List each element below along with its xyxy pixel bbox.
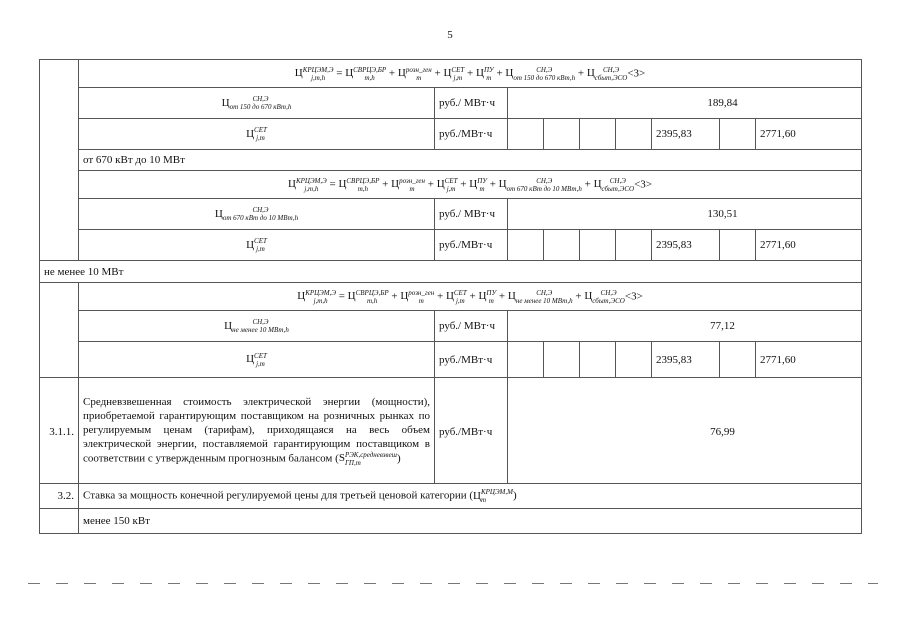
table-row: [40, 484, 862, 509]
empty-cell: [720, 230, 756, 261]
description-cell: [79, 484, 862, 509]
formula-term: Ц ПУ m: [469, 176, 487, 193]
value-cell: 189,84: [508, 88, 862, 119]
symbol-inline: [473, 490, 513, 502]
page-cut-line: [28, 583, 878, 585]
operator: +: [486, 178, 499, 191]
formula-term: Ц розн_ген m: [400, 288, 435, 305]
symbol-cell: [79, 342, 435, 378]
formula-term: Ц розн_ген m: [391, 176, 425, 193]
math-symbol: Ц КРЦЭМ,М m: [473, 488, 513, 504]
description-text: Средневзвешенная стоимость электрической энергии (мощности), приобретаемой гарантирующим поставщиком на розничных рынках по регулируемым ценам (тарифам), приходящаяся на весь объем электрической энергии, поставляемой гарантирующим поставщиком в соответствии с утвержденным прогнозным балансом (: [83, 395, 430, 465]
formula-lhs: Ц КРЦЭМ,Э j,m,h: [294, 65, 334, 82]
operator: +: [464, 67, 476, 80]
value-cell: 2395,83: [652, 119, 720, 150]
section-row: [40, 261, 862, 283]
value-cell: 2395,83: [652, 230, 720, 261]
operator: =: [326, 178, 339, 191]
value-cell: 77,12: [508, 311, 862, 342]
table-row: [40, 230, 862, 261]
table-row: [40, 88, 862, 119]
math-symbol: S РЭК,средневзвеш ГП,m: [338, 450, 397, 467]
formula-term: Ц СЕТ j,m: [443, 65, 465, 82]
symbol-cell: [79, 119, 435, 150]
description-text: Ставка за мощность конечной регулируемой цены для третьей ценовой категории (: [83, 489, 474, 502]
formula-term: Ц ПУ m: [478, 288, 497, 305]
formula-row-2: [40, 171, 862, 199]
section-label: не менее 10 МВт: [40, 261, 862, 283]
footnote-ref: <3>: [634, 178, 653, 191]
formula-2: [79, 171, 862, 199]
empty-cell: [508, 119, 544, 150]
number-cell-empty: [40, 509, 79, 534]
empty-cell: [544, 230, 580, 261]
operator: +: [496, 290, 508, 303]
close-paren: ): [512, 489, 517, 502]
table-row: [40, 342, 862, 378]
section-row: [40, 150, 862, 171]
formula-term: Ц СН,Э от 670 кВт до 10 МВт,h: [498, 176, 582, 193]
formula-row-3: [40, 283, 862, 311]
empty-cell: [616, 230, 652, 261]
footnote-ref: <3>: [624, 290, 643, 303]
footnote-ref: <3>: [627, 67, 646, 80]
unit-cell: руб./ МВт·ч: [435, 199, 508, 230]
operator: +: [425, 178, 437, 191]
formula-term: Ц СН,Э от 150 до 670 кВт,h: [505, 65, 576, 82]
unit-cell: руб./МВт·ч: [435, 378, 508, 484]
tariff-table: [39, 59, 862, 534]
empty-cell: [580, 119, 616, 150]
page-number: 5: [447, 29, 453, 41]
symbol-cell: [79, 311, 435, 342]
empty-cell: [580, 342, 616, 378]
value-cell: 130,51: [508, 199, 862, 230]
empty-cell: [720, 342, 756, 378]
formula-term: Ц СН,Э не менее 10 МВт,h: [507, 288, 573, 305]
formula-term: Ц СН,Э сбыт,ЭСО: [593, 176, 635, 193]
math-symbol: Ц СЕТ j,m: [246, 351, 267, 368]
formula-term: Ц СЕТ j,m: [436, 176, 458, 193]
formula-1: [79, 60, 862, 88]
symbol-cell: [79, 88, 435, 119]
empty-cell: [616, 119, 652, 150]
operator: +: [379, 178, 392, 191]
math-symbol: Ц СН,Э от 670 кВт до 10 МВт,h: [214, 206, 299, 222]
formula-term: Ц СН,Э сбыт,ЭСО: [584, 288, 625, 305]
formula-term: Ц СВРЦЭ,БР m,h: [345, 65, 387, 82]
operator: +: [493, 67, 506, 80]
symbol-inline: [338, 450, 397, 467]
math-symbol: Ц СН,Э не менее 10 МВт,h: [224, 318, 289, 334]
math-symbol: Ц СН,Э от 150 до 670 кВт,h: [221, 95, 292, 111]
math-symbol: Ц СЕТ j,m: [246, 126, 267, 142]
section-row: [40, 509, 862, 534]
formula-term: Ц ПУ m: [475, 65, 494, 82]
operator: =: [335, 290, 348, 303]
value-cell: 76,99: [508, 378, 862, 484]
operator: +: [388, 290, 401, 303]
empty-cell: [508, 342, 544, 378]
operator: +: [581, 178, 594, 191]
formula-term: Ц СВРЦЭ,БР m,h: [347, 288, 389, 305]
empty-cell: [720, 119, 756, 150]
operator: +: [386, 67, 398, 80]
operator: +: [575, 67, 587, 80]
operator: +: [434, 290, 446, 303]
value-cell: 2771,60: [756, 342, 862, 378]
row-number: 3.2.: [40, 484, 79, 509]
operator: +: [431, 67, 444, 80]
operator: +: [457, 178, 470, 191]
section-label: менее 150 кВт: [79, 509, 862, 534]
table-row: [40, 199, 862, 230]
operator: +: [466, 290, 479, 303]
formula-term: Ц СН,Э сбыт,ЭСО: [586, 65, 628, 82]
empty-cell: [544, 342, 580, 378]
number-cell-empty: [40, 60, 79, 261]
operator: =: [333, 67, 346, 80]
value-cell: 2395,83: [652, 342, 720, 378]
formula-term: Ц СВРЦЭ,БР m,h: [338, 176, 380, 193]
number-cell-empty: [40, 283, 79, 378]
table-row: [40, 311, 862, 342]
empty-cell: [508, 230, 544, 261]
description-cell: [79, 378, 435, 484]
table-row: [40, 378, 862, 484]
unit-cell: руб./МВт·ч: [435, 342, 508, 378]
empty-cell: [580, 230, 616, 261]
formula-term: Ц розн_ген m: [397, 65, 432, 82]
unit-cell: руб./МВт·ч: [435, 119, 508, 150]
empty-cell: [544, 119, 580, 150]
unit-cell: руб./ МВт·ч: [435, 88, 508, 119]
close-paren: ): [396, 452, 401, 465]
math-symbol: Ц СЕТ j,m: [246, 237, 267, 253]
symbol-cell: [79, 199, 435, 230]
unit-cell: руб./ МВт·ч: [435, 311, 508, 342]
formula-term: Ц СЕТ j,m: [445, 288, 467, 305]
formula-row-1: [40, 60, 862, 88]
operator: +: [572, 290, 585, 303]
section-label: от 670 кВт до 10 МВт: [79, 150, 862, 171]
row-number: 3.1.1.: [40, 378, 79, 484]
symbol-cell: [79, 230, 435, 261]
unit-cell: руб./МВт·ч: [435, 230, 508, 261]
formula-lhs: Ц КРЦЭМ,Э j,m,h: [297, 288, 336, 305]
formula-lhs: Ц КРЦЭМ,Э j,m,h: [288, 176, 327, 193]
value-cell: 2771,60: [756, 119, 862, 150]
formula-3: [79, 283, 862, 311]
empty-cell: [616, 342, 652, 378]
value-cell: 2771,60: [756, 230, 862, 261]
table-row: [40, 119, 862, 150]
